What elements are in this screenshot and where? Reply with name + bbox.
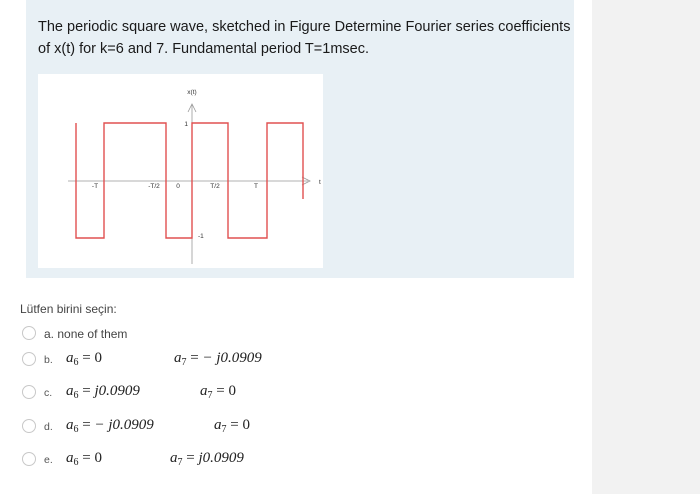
option-letter: b. bbox=[44, 354, 53, 366]
option-e-a7: $a_7 = j0.0909$ bbox=[170, 450, 244, 468]
radio-button[interactable] bbox=[22, 352, 36, 366]
option-letter: e. bbox=[44, 454, 53, 466]
option-b-a7: $a_7$ = − j0.0909 bbox=[174, 350, 262, 368]
question-box bbox=[26, 0, 574, 278]
square-wave-line bbox=[76, 123, 303, 238]
radio-button[interactable] bbox=[22, 385, 36, 399]
option-letter: c. bbox=[44, 387, 53, 399]
radio-button[interactable] bbox=[22, 419, 36, 433]
option-e[interactable] bbox=[22, 448, 342, 472]
level-high-label: 1 bbox=[184, 121, 188, 128]
option-c[interactable] bbox=[22, 381, 342, 405]
tick-label-T: T bbox=[254, 183, 258, 190]
tick-label-half-T: T/2 bbox=[210, 183, 220, 190]
option-letter: d. bbox=[44, 421, 53, 433]
square-wave-figure bbox=[38, 74, 323, 268]
level-low-label: -1 bbox=[198, 233, 204, 240]
option-a[interactable] bbox=[22, 322, 342, 346]
tick-label-neg-T: -T bbox=[91, 183, 99, 190]
radio-button[interactable] bbox=[22, 326, 36, 340]
option-b-a6: $a_6 = 0$ bbox=[66, 350, 102, 368]
square-wave-plot bbox=[38, 74, 323, 268]
t-axis-label: t bbox=[319, 179, 321, 186]
prompt-text: Lütfen birini seçin: bbox=[20, 302, 117, 316]
option-c-a7: $a_7 = 0$ bbox=[200, 383, 236, 401]
option-d-a7: $a_7 = 0$ bbox=[214, 417, 250, 435]
y-axis-label: x(t) bbox=[187, 89, 197, 96]
radio-button[interactable] bbox=[22, 452, 36, 466]
question-text: The periodic square wave, sketched in Figure Determine Fourier series coefficients of x(t) for k=6 and 7. Fundamental period T=1msec. bbox=[38, 19, 571, 57]
tick-label-zero: 0 bbox=[176, 183, 180, 190]
option-b[interactable] bbox=[22, 348, 342, 372]
option-c-a6: $a_6 = j0.0909$ bbox=[66, 383, 140, 401]
right-side-panel bbox=[592, 0, 700, 494]
tick-label-neg-half-T: -T/2 bbox=[148, 183, 160, 190]
option-d-a6: $a_6$ = − j0.0909 bbox=[66, 417, 154, 435]
option-e-a6: $a_6 = 0$ bbox=[66, 450, 102, 468]
option-d[interactable] bbox=[22, 415, 342, 439]
option-a-label: a. none of them bbox=[44, 327, 128, 341]
